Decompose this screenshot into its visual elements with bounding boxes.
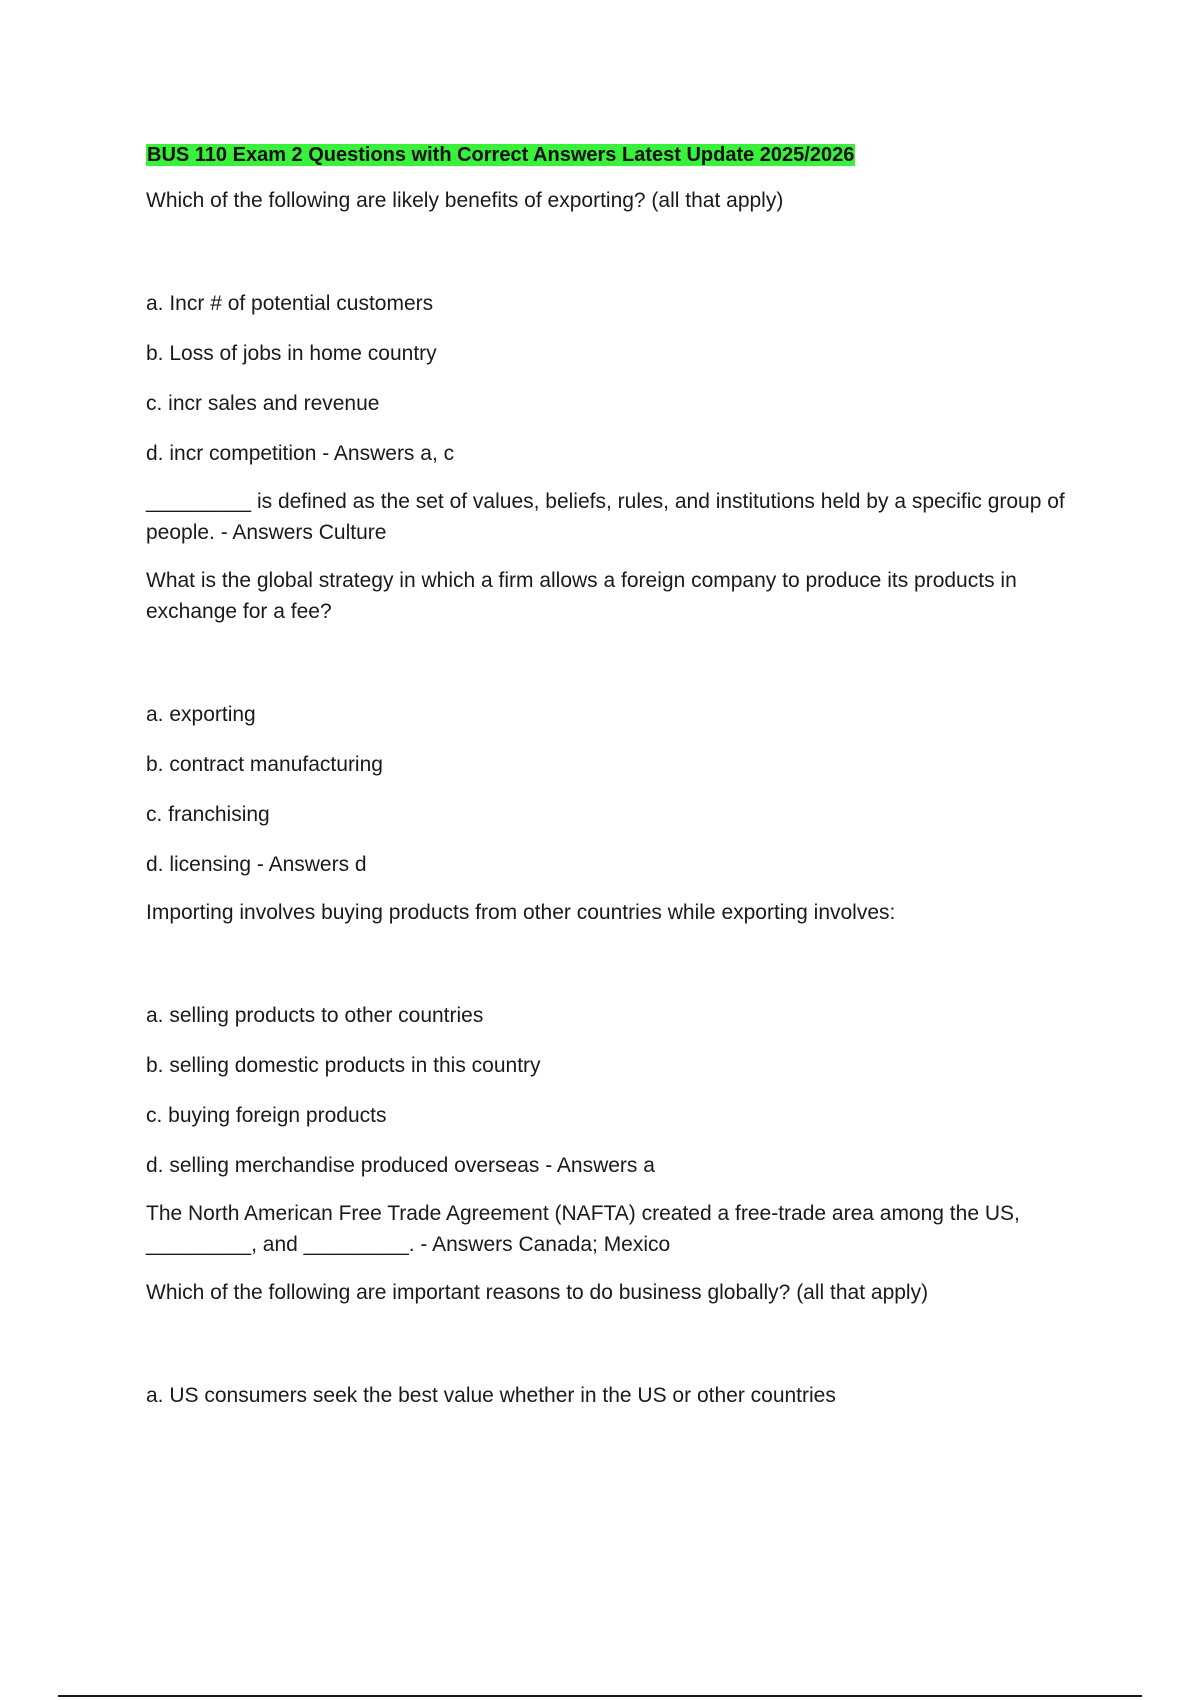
q1-option-b: b. Loss of jobs in home country xyxy=(146,342,437,365)
spacer xyxy=(146,1308,1086,1380)
q3-option-a: a. exporting xyxy=(146,703,256,726)
question-6: Which of the following are important reasons to do business globally? (all that apply) xyxy=(146,1281,929,1304)
question-2: _________ is defined as the set of values, beliefs, rules, and institutions held by a specific group of people. - Answers Culture xyxy=(146,490,1065,544)
q6-option-a: a. US consumers seek the best value whether in the US or other countries xyxy=(146,1384,836,1407)
q1-option-a: a. Incr # of potential customers xyxy=(146,292,434,315)
q4-option-c: c. buying foreign products xyxy=(146,1104,387,1127)
document-page xyxy=(146,142,1086,1411)
q1-option-d: d. incr competition - Answers a, c xyxy=(146,442,455,465)
question-5: The North American Free Trade Agreement (NAFTA) created a free-trade area among the US, _________, and _________. - Answers Canada; Mexico xyxy=(146,1202,1020,1256)
question-1: Which of the following are likely benefits of exporting? (all that apply) xyxy=(146,189,784,212)
q4-option-a: a. selling products to other countries xyxy=(146,1004,484,1027)
footer-divider xyxy=(58,1695,1142,1697)
q3-option-c: c. franchising xyxy=(146,803,270,826)
q3-option-b: b. contract manufacturing xyxy=(146,753,383,776)
title-row xyxy=(146,142,1086,169)
q3-option-d: d. licensing - Answers d xyxy=(146,853,367,876)
q1-option-c: c. incr sales and revenue xyxy=(146,392,380,415)
document-title: BUS 110 Exam 2 Questions with Correct Answers Latest Update 2025/2026 xyxy=(147,144,855,166)
spacer xyxy=(146,928,1086,1000)
spacer xyxy=(146,216,1086,288)
q4-option-d: d. selling merchandise produced overseas - Answers a xyxy=(146,1154,655,1177)
question-4: Importing involves buying products from other countries while exporting involves: xyxy=(146,901,896,924)
question-3: What is the global strategy in which a firm allows a foreign company to produce its products in exchange for a fee? xyxy=(146,569,1017,623)
spacer xyxy=(146,627,1086,699)
q4-option-b: b. selling domestic products in this country xyxy=(146,1054,541,1077)
